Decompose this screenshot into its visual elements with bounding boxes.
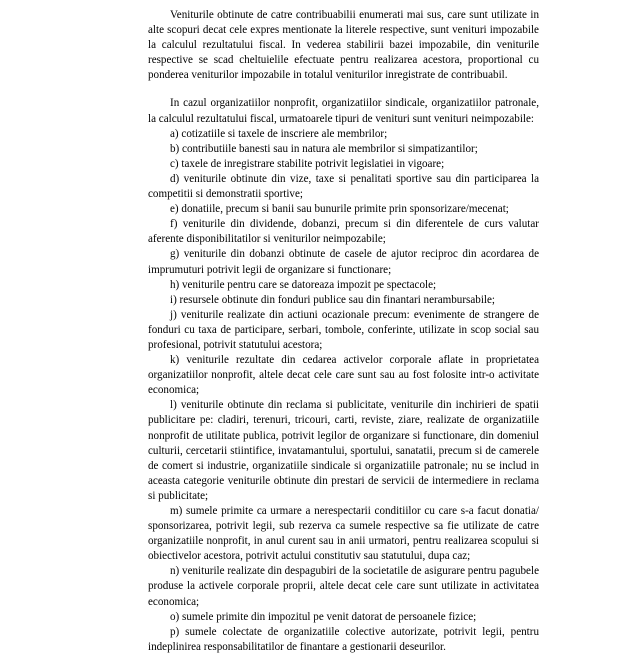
list-item-a: a) cotizatiile si taxele de inscriere ale membrilor; <box>170 127 388 140</box>
list-item-j: j) veniturile realizate din actiuni ocazionale precum: evenimente de strangere de fonduri cu taxa de participare, serbari, tombole, conferinte, utilizate in scop social sau profesional, potrivit statutului acestora; <box>148 308 539 351</box>
list-item-h: h) veniturile pentru care se datoreaza impozit pe spectacole; <box>170 278 437 291</box>
list-item-g: g) veniturile din dobanzi obtinute de casele de ajutor reciproc din acordarea de imprumuturi potrivit legii de organizare si functionare; <box>148 248 539 276</box>
list-item-d: d) veniturile obtinute din vize, taxe si penalitati sportive sau din participarea la competitii si demonstratii sportive; <box>148 172 539 201</box>
list-item-k: k) veniturile rezultate din cedarea activelor corporale aflate in proprietatea organizatiilor nonprofit, altele decat cele care sunt sau au fost folosite intr-o activitate economica; <box>148 354 539 397</box>
list-item-c: c) taxele de inregistrare stabilite potrivit legislatiei in vigoare; <box>170 157 445 170</box>
document-body <box>148 8 539 655</box>
list-item-b: b) contributiile banesti sau in natura ale membrilor si simpatizantilor; <box>170 142 478 155</box>
list-item-m: m) sumele primite ca urmare a nerespectarii conditiilor cu care s-a facut donatia/ sponsorizarea, potrivit legii, sub rezerva ca sumele respective sa fie utilizate de catre organizatiile nonprofit, in anul curent sau in anii urmatori, pentru realizarea scopului si obiectivelor acestora, potrivit actului constitutiv sau statutului, dupa caz; <box>148 505 539 563</box>
list-item-p: p) sumele colectate de organizatiile colective autorizate, potrivit legii, pentru indeplinirea responsabilitatilor de finantare a gestionarii deseurilor. <box>148 625 539 653</box>
paragraph-intro-1: Veniturile obtinute de catre contribuabilii enumerati mai sus, care sunt utilizate in alte scopuri decat cele expres mentionate la literele respective, sunt venituri impozabile la calculul rezultatului fiscal. In vederea stabilirii bazei impozabile, din veniturile respective se scad cheltuielile efectuate pentru realizarea acestora, proportional cu ponderea veniturilor impozabile in totalul veniturilor inregistrate de contribuabil. <box>148 9 539 82</box>
list-item-l: l) veniturile obtinute din reclama si publicitate, veniturile din inchirieri de spatii publicitare pe: cladiri, terenuri, tricouri, carti, reviste, ziare, realizate de organizatiile nonprofit de utilitate publica, potrivit legilor de organizare si functionare, din domeniul culturii, cercetarii stiintifice, invatamantului, sportului, sanatatii, precum si de camerele de comert si industrie, organizatiile sindicale si organizatiile patronale; nu se includ in aceasta categorie veniturile obtinute din prestari de servicii de intermediere in reclama si publicitate; <box>148 399 539 502</box>
list-item-o: o) sumele primite din impozitul pe venit datorat de persoanele fizice; <box>170 610 477 623</box>
list-item-e: e) donatiile, precum si banii sau bunurile primite prin sponsorizare/mecenat; <box>170 203 509 216</box>
list-item-i: i) resursele obtinute din fonduri publice sau din finantari nerambursabile; <box>170 293 496 306</box>
paragraph-intro-2: In cazul organizatiilor nonprofit, organizatiilor sindicale, organizatiilor patronale, la calculul rezultatului fiscal, urmatoarele tipuri de venituri sunt venituri neimpozabile: <box>148 97 539 125</box>
list-item-n: n) veniturile realizate din despagubiri de la societatile de asigurare pentru pagubele produse la activele corporale proprii, altele decat cele care sunt utilizate in activitatea economica; <box>148 565 539 608</box>
list-item-f: f) veniturile din dividende, dobanzi, precum si din diferentele de curs valutar aferente disponibilitatilor si veniturilor neimpozabile; <box>148 218 539 246</box>
